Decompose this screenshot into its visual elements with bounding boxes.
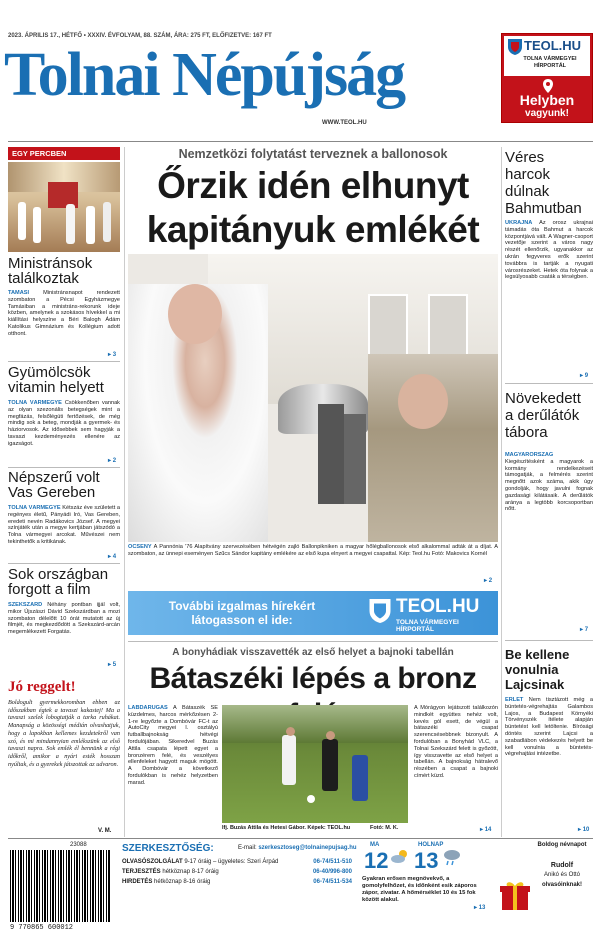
left-item-1-title[interactable]: Ministránsok találkoztak <box>8 255 93 287</box>
left-item-1-ref[interactable]: ▸ 3 <box>108 352 117 358</box>
balloon-ceremony-photo <box>128 254 498 542</box>
phone-link[interactable]: 06-74/511-534 <box>313 879 352 885</box>
barcode-top: 23088 <box>70 842 87 848</box>
weather-tomorrow-label: HOLNAP <box>418 842 444 848</box>
weather-today-label: MA <box>370 842 380 848</box>
left-item-4-text: SZEKSZÁRD Néhány pontban ijjál volt, mikor Újszászi Dávid Szekszárdban a mozi szombaton délelőtt 10 órát mutatott az új filmjét, és megkezdődött a Szekszárd-arcán megemlékezett Forgatás. <box>8 602 120 636</box>
right-item-1-title[interactable]: Véres harcok dúlnak Bahmutban <box>505 149 582 217</box>
badge-slogan-1: Helyben <box>519 92 575 108</box>
section-label: EGY PERCBEN <box>8 147 120 160</box>
location-pin-icon <box>542 79 554 93</box>
badge-logo-box <box>504 36 590 76</box>
contact-row: TERJESZTÉS hétköznap 8-17 óráig 06-40/996-800 <box>122 869 352 875</box>
email-line: E-mail: szerkesztoseg@tolnainepujsag.hu <box>238 845 357 851</box>
badge-sub: TOLNA VÁRMEGYEI HÍRPORTÁL <box>523 56 577 69</box>
football-credit: Fotó: M. K. <box>370 825 399 831</box>
left-item-2-ref[interactable]: ▸ 2 <box>108 458 117 464</box>
weather-box <box>362 842 492 934</box>
nameday-extra: Anikó és Ottó <box>543 872 581 878</box>
dateline: 2023. ÁPRILIS 17., HÉTFŐ • XXXIV. ÉVFOLYAM, 88. SZÁM, ÁRA: 275 FT, ELŐFIZETVE: 167 FT <box>8 33 272 39</box>
barcode <box>8 842 114 934</box>
shield-icon <box>368 597 392 625</box>
phone-link[interactable]: 06-74/511-510 <box>313 859 352 865</box>
left-item-2-title[interactable]: Gyümölcsök vitamin helyett <box>8 364 104 396</box>
banner-text: További izgalmas hírekért látogasson el ide: <box>168 599 316 627</box>
main-headline[interactable]: Őrzik idén elhunyt kapitányuk emlékét <box>146 165 480 250</box>
nameday-note: olvasóinknak! <box>541 882 582 888</box>
story-ref[interactable]: ▸ 14 <box>480 827 492 833</box>
weather-today-temp: 12 <box>364 848 389 873</box>
weather-text: Gyakran erősen megnövekvő, a gomolyfelhőzet, és időnként esik záporos zápor, zivatar. A hőmérséklet 10 és 15 fok között alakul. <box>362 876 477 903</box>
badge-slogan-2: vagyunk! <box>525 108 569 119</box>
left-item-3-ref[interactable]: ▸ 4 <box>108 554 117 560</box>
left-item-4-title[interactable]: Sok országban forgott a film <box>8 566 109 598</box>
weather-tomorrow-temp: 13 <box>414 848 439 873</box>
contact-row: OLVASÓSZOLGÁLAT 9-17 óráig – ügyeletes: Szeri Árpád 06-74/511-510 <box>122 859 352 865</box>
masthead-title: Tolnai Népújság <box>4 41 405 109</box>
gift-icon <box>500 878 530 912</box>
nameday-label: Boldog névnapot <box>537 842 587 848</box>
story-text-2: A Mórágyon lejátszott találkozón mindkét együttes nehéz volt, kevés gól esett, de végül a bátaszéki csapat szerencsésebbnek bizonyult. A fordulóban a Bonyhád VLC, a Tolnai Szekszárd felett is győzött, így visszavette az első helyet a tabellán. A bajnokság hátralevő részében a csapat a bajnoki címért küzd. <box>414 705 498 779</box>
ministrants-photo <box>8 162 120 252</box>
cloud-sun-icon <box>390 848 410 864</box>
right-item-3-title[interactable]: Be kellene vonulnia Lajcsinak <box>505 647 570 692</box>
main-kicker: Nemzetközi folytatást terveznek a ballonosok <box>178 147 448 161</box>
right-item-2-ref[interactable]: ▸ 7 <box>580 627 589 633</box>
banner-sub: TOLNA VÁRMEGYEI HÍRPORTÁL <box>396 619 459 633</box>
left-item-3-title[interactable]: Népszerű volt Vas Gereben <box>8 469 100 501</box>
right-item-3-text: ÉRLET Nem tisztázott még a büntetés-végrehajtás Galambos Lajos, a Budapest Környéki Törvényszék ítélete alapján büntetést kell letöltenie. Bírósági döntés szerint Lajcsi a szabadlábon védekezés helyett be kell vonulnia a büntetés-végrehajtási intézetbe. <box>505 697 593 758</box>
main-kicker-2: A bonyhádiak visszavették az első helyet a bajnoki tabellán <box>172 647 454 658</box>
nameday-box <box>498 842 594 934</box>
teol-badge[interactable] <box>501 33 593 123</box>
left-item-2-text: TOLNA VÁRMEGYE Csökkenőben vannak az olyan szezonális betegségek mint a megfázás, felsőlégúti fertőzések, de még mindig sok a beteg, mondják a gyermek- és háziorvosok. Az idősebbek sem hagyják a tavaszi kezdeményezés ellenére az igazságot. <box>8 400 120 447</box>
column-author: V. M. <box>98 828 112 834</box>
cloud-rain-icon <box>442 848 462 866</box>
email-link[interactable]: szerkesztoseg@tolnainepujsag.hu <box>258 845 357 851</box>
column-text: Boldogult gyermekkoromban ebben az időszakban égtek a tavaszi kakastej! Ma a tavaszi szelek lobogtatják a tarka ruhákat. Manapság a közösségi médián olvashatjuk, hogy a lapokban kellemes kezdetekről van szó, és mi mindannyian emlékszünk az első tavaszi napra. Sok emlék él bennünk a régi időkről, amikor a nyári esték hosszan nyúltak, és a gyerekek játszottak az udvaron. <box>8 699 120 768</box>
right-item-3-ref[interactable]: ▸ 10 <box>578 827 590 833</box>
badge-brand: TEOL.HU <box>524 38 582 53</box>
right-item-2-text: MAGYARORSZÁG Kiegészítésként a magyarok a kormány rendelkezéseit támogatják, a felmérés szerint megnőtt azok száma, akik úgy gondolják, hogy javulni fognak gazdasági kilátásaik. A derűlátók aránya a legtöbb korcsoportban nőtt. <box>505 452 593 513</box>
banner-brand: TEOL.HU <box>396 596 480 617</box>
right-item-2-title[interactable]: Növekedett a derűlátók tábora <box>505 390 581 441</box>
phone-link[interactable]: 06-40/996-800 <box>312 869 352 875</box>
main-photo-caption: ÖCSÉNY A Pannónia '76 Alapítvány szervezésében hétvégén zajló Ballonpikniken a magyar hőlégballonosok első alkalommal adták át a díjat. A szombaton, az ünnepi eseményen Szűcs Sándor kapitány emlékére az első kupa elnyert a megyei csapattal. Kép: Teol.hu Fotó: Makovics Kornél <box>128 544 498 557</box>
office-title: SZERKESZTŐSÉG: <box>122 843 214 854</box>
masthead-url[interactable]: WWW.TEOL.HU <box>322 120 367 126</box>
shield-icon <box>507 38 523 56</box>
right-item-1-text: UKRAJNA Az orosz ukrajnai támadás óta Bahmut a harcok központjává vált. A Wagner-csoport vezetője szerint a város nagy részét ellenőrzik, ugyanakkor az ukrán fegyveres erők szerint továbbra is tartják a nyugati városrészeket. Hetek óta folynak a legsúlyosabb csaták a térségben. <box>505 220 593 281</box>
left-item-3-text: TOLNA VÁRMEGYE Kétszáz éve született a regényes életű, Pányádi Iró, Vas Gereben, eredeti nevén Radákovics József. A megyei színjáték után a megye kertjában játszódó a Tolna vármegyei arcokat. Művészei nem tekinthetők a kritikának. <box>8 505 120 545</box>
story-text-1: LABDARÚGÁS A Bátaszék SE küzdelmes, harcos mérkőzésen 2-1-re legyőzte a Dombóvár FC-t az AutoCity megyei I. osztályú futballbajnokság hétvégi fordulójában. Sikeredvel Buzás Attila csapata lépett egyet a bronzérem felé, és veszélyes ellenfeleket hagyott maguk mögött. A Dombóvár a következő fordulókban is nehéz helyzetben marad. <box>128 705 218 786</box>
contact-row: HIRDETÉS hétköznap 8-16 óráig 06-74/511-534 <box>122 879 352 885</box>
column-title: Jó reggelt! <box>8 679 76 695</box>
left-item-4-ref[interactable]: ▸ 5 <box>108 662 117 668</box>
nameday-names: Rudolf <box>550 862 574 869</box>
teol-banner[interactable] <box>128 591 498 635</box>
barcode-number: 9 770865 600012 <box>10 924 74 932</box>
contact-rows <box>122 857 352 887</box>
right-item-1-ref[interactable]: ▸ 9 <box>580 373 589 379</box>
main-caption-ref[interactable]: ▸ 2 <box>484 578 493 584</box>
main-headline-2[interactable]: Bátaszéki lépés a bronz <box>149 662 477 695</box>
weather-ref[interactable]: ▸ 13 <box>474 905 486 911</box>
football-caption: Ifj. Buzás Attila és Hetesi Gábor. Képek: TEOL.hu <box>222 825 351 831</box>
left-item-1-text: TAMÁSI Ministránsnapot rendezett szombaton a Pécsi Egyházmegye Tamásiban a ministráns-rekorunk ideje közben, amelynek a szokásos hívekkel a mi kiállítási helyszíne a Béri Balogh Ádám Katolikus Gimnázium és Kollégium adott otthont. <box>8 290 120 337</box>
football-photo <box>222 705 408 823</box>
